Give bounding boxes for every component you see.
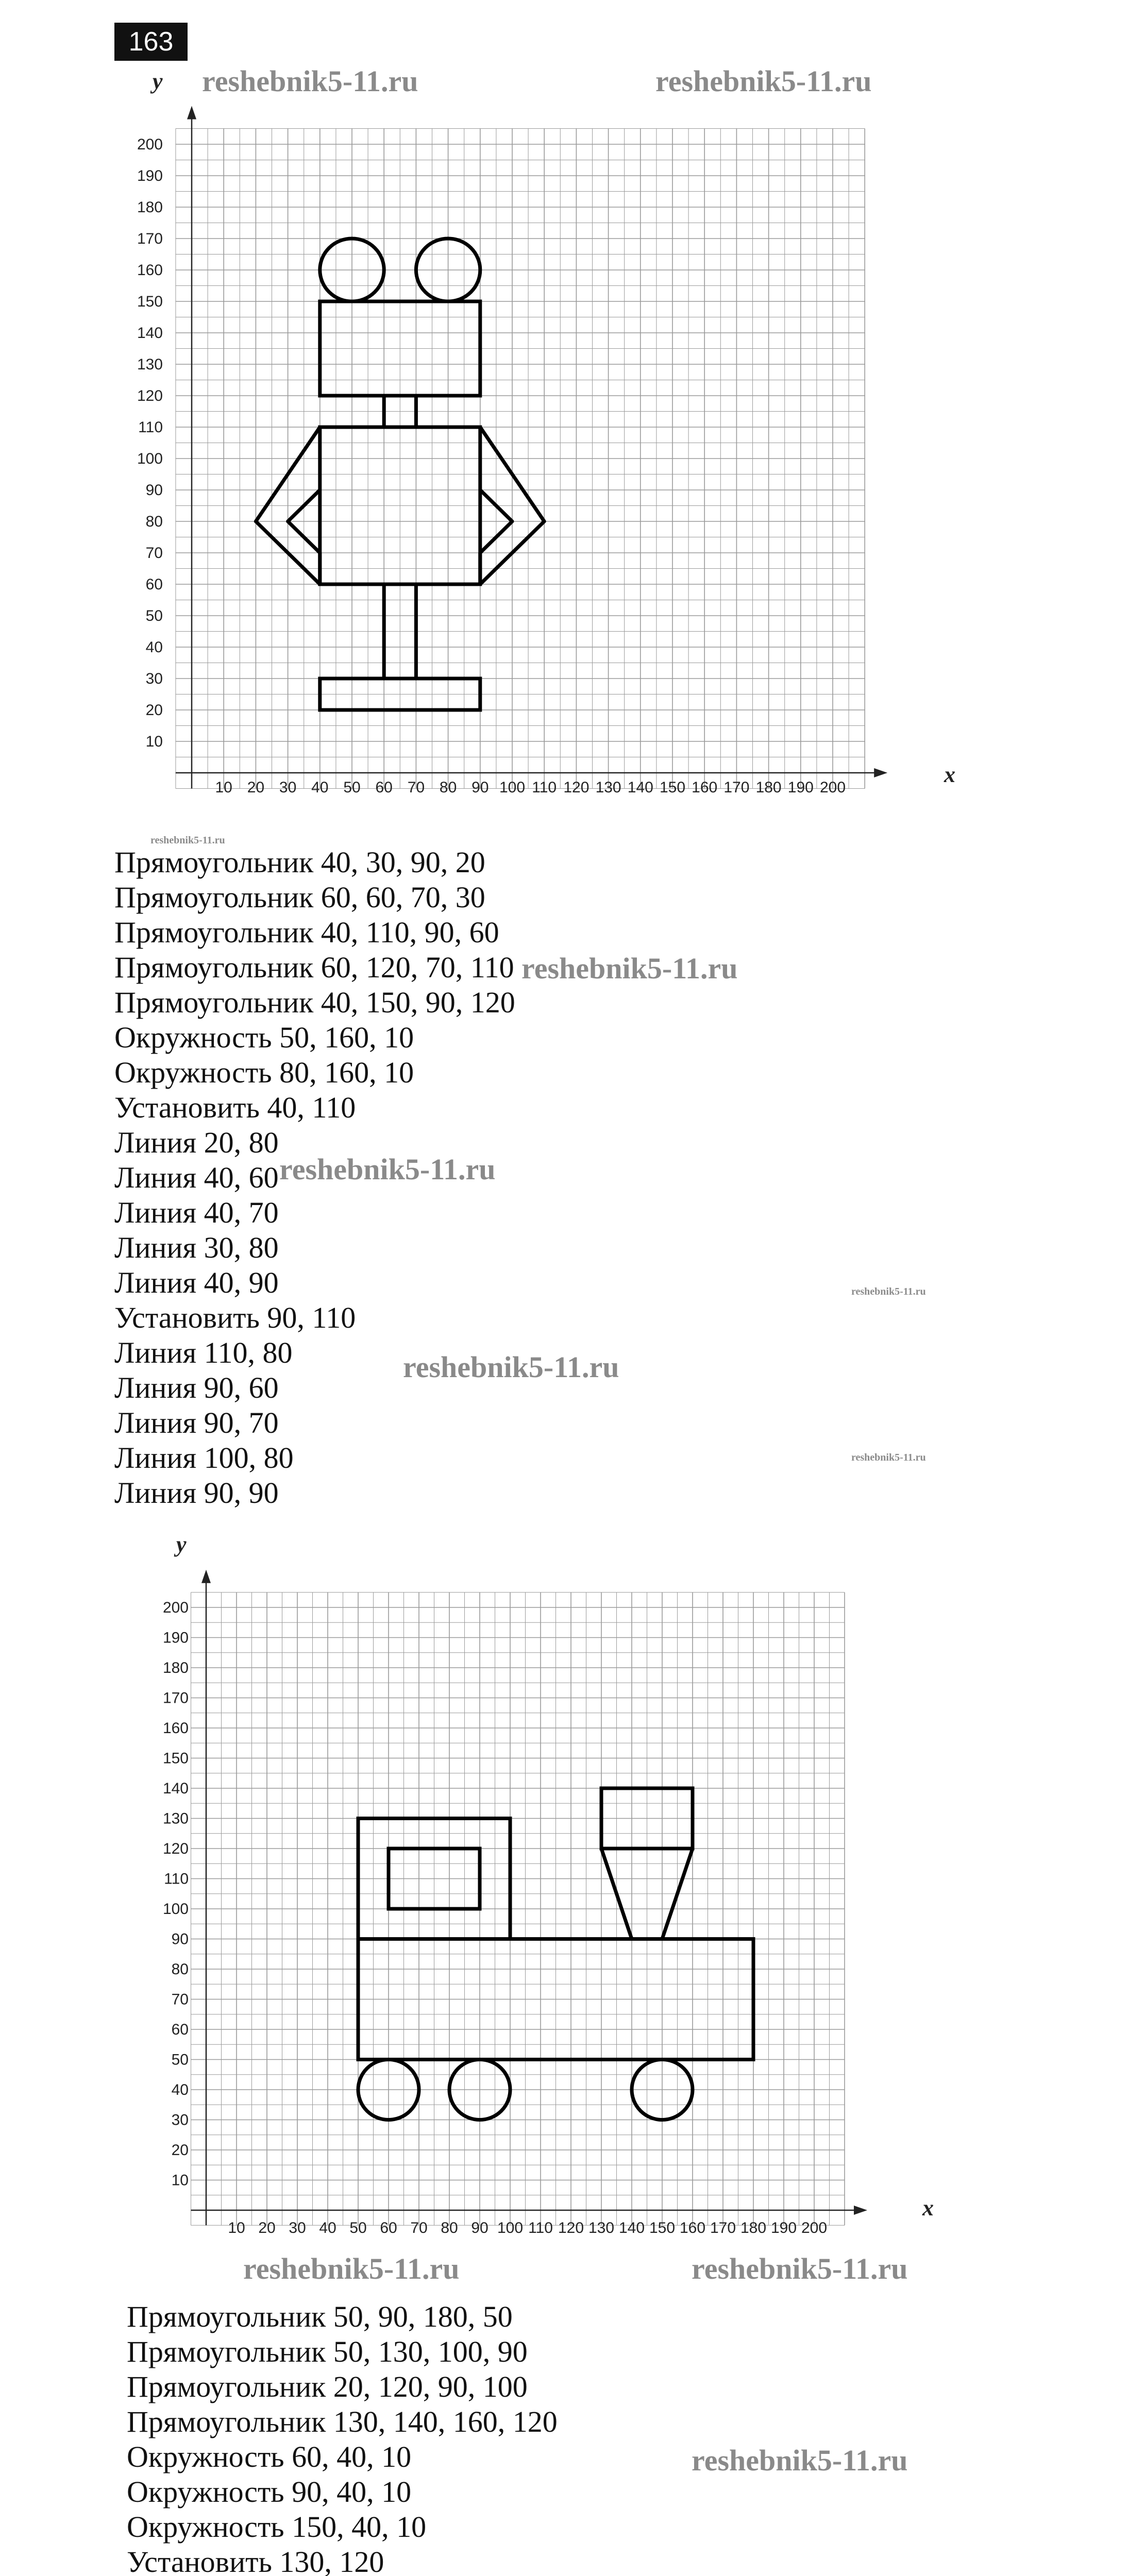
x-tick-label: 10 xyxy=(228,2219,245,2236)
x-tick-label: 50 xyxy=(349,2219,367,2236)
x-axis-arrow xyxy=(874,768,887,777)
command-line: Линия 20, 80 xyxy=(114,1126,279,1159)
train-commands-list xyxy=(127,2299,558,2576)
x-tick-label: 70 xyxy=(407,779,425,796)
command-line: Установить 130, 120 xyxy=(127,2545,384,2576)
x-tick-label: 60 xyxy=(375,779,393,796)
command-line: Линия 100, 80 xyxy=(114,1441,294,1475)
robot-coordinate-plot xyxy=(0,57,1145,809)
x-tick-label: 100 xyxy=(499,779,526,796)
y-tick-label: 140 xyxy=(162,1780,189,1797)
y-tick-label: 190 xyxy=(162,1629,189,1647)
y-axis-arrow xyxy=(187,106,196,120)
watermark: reshebnik5-11.ru xyxy=(521,952,738,985)
command-line: Линия 40, 70 xyxy=(114,1196,279,1229)
y-tick-label: 10 xyxy=(145,733,163,750)
x-tick-label: 180 xyxy=(755,779,782,796)
watermark: reshebnik5-11.ru xyxy=(279,1153,496,1186)
command-line: Прямоугольник 60, 120, 70, 110 xyxy=(114,951,514,984)
y-tick-label: 150 xyxy=(162,1750,189,1767)
x-tick-label: 190 xyxy=(787,779,814,796)
x-tick-label: 100 xyxy=(497,2219,524,2236)
watermark: reshebnik5-11.ru xyxy=(202,64,418,98)
command-line: Установить 90, 110 xyxy=(114,1301,356,1334)
x-tick-label: 200 xyxy=(801,2219,828,2236)
command-line: Прямоугольник 60, 60, 70, 30 xyxy=(114,880,485,914)
x-tick-label: 120 xyxy=(558,2219,584,2236)
x-tick-label: 90 xyxy=(472,779,489,796)
y-tick-label: 90 xyxy=(145,482,163,499)
y-tick-label: 170 xyxy=(162,1689,189,1707)
command-line: Прямоугольник 50, 130, 100, 90 xyxy=(127,2335,528,2368)
command-line: Прямоугольник 40, 150, 90, 120 xyxy=(114,986,515,1019)
x-tick-label: 190 xyxy=(770,2219,797,2236)
x-tick-label: 80 xyxy=(439,779,457,796)
y-tick-label: 60 xyxy=(171,2021,189,2038)
y-tick-label: 130 xyxy=(137,356,163,373)
command-line: Прямоугольник 40, 110, 90, 60 xyxy=(114,916,499,949)
x-tick-label: 110 xyxy=(532,779,557,796)
y-tick-label: 170 xyxy=(137,230,163,247)
x-tick-label: 10 xyxy=(215,779,232,796)
watermark: reshebnik5-11.ru xyxy=(692,2444,908,2477)
x-tick-label: 160 xyxy=(679,2219,706,2236)
watermark: reshebnik5-11.ru xyxy=(692,2252,908,2285)
x-tick-label: 20 xyxy=(258,2219,276,2236)
watermark: reshebnik5-11.ru xyxy=(655,64,872,98)
x-tick-label: 130 xyxy=(595,779,621,796)
x-axis-label: x xyxy=(922,2195,934,2221)
y-tick-label: 50 xyxy=(171,2051,189,2069)
x-tick-label: 200 xyxy=(819,779,846,796)
x-tick-label: 40 xyxy=(311,779,329,796)
y-tick-label: 110 xyxy=(138,419,163,436)
y-tick-label: 180 xyxy=(162,1659,189,1676)
y-tick-label: 70 xyxy=(145,545,163,562)
x-tick-label: 150 xyxy=(659,779,686,796)
command-line: Линия 90, 60 xyxy=(114,1371,279,1404)
y-tick-label: 200 xyxy=(137,136,163,153)
y-tick-label: 120 xyxy=(162,1840,189,1857)
y-tick-label: 110 xyxy=(164,1870,189,1888)
x-axis-arrow xyxy=(854,2206,867,2215)
x-tick-label: 170 xyxy=(710,2219,736,2236)
command-line: Линия 90, 70 xyxy=(114,1406,279,1439)
command-line: Линия 110, 80 xyxy=(114,1336,293,1369)
y-tick-label: 40 xyxy=(145,639,163,656)
y-tick-label: 40 xyxy=(171,2081,189,2098)
x-tick-label: 130 xyxy=(588,2219,615,2236)
watermark: reshebnik5-11.ru xyxy=(851,1286,926,1297)
x-tick-label: 30 xyxy=(279,779,297,796)
x-tick-label: 50 xyxy=(343,779,361,796)
task-number: 163 xyxy=(114,23,188,61)
command-line: Линия 40, 60 xyxy=(114,1161,279,1194)
command-line: Прямоугольник 20, 120, 90, 100 xyxy=(127,2370,528,2403)
y-tick-label: 20 xyxy=(171,2142,189,2159)
y-tick-label: 140 xyxy=(137,325,163,342)
command-line: Прямоугольник 50, 90, 180, 50 xyxy=(127,2300,513,2333)
x-tick-label: 140 xyxy=(618,2219,645,2236)
x-axis-label: x xyxy=(944,762,955,787)
y-tick-label: 80 xyxy=(171,1961,189,1978)
x-tick-label: 40 xyxy=(319,2219,336,2236)
command-line: Окружность 150, 40, 10 xyxy=(127,2510,427,2544)
x-tick-label: 80 xyxy=(441,2219,458,2236)
x-tick-label: 70 xyxy=(410,2219,428,2236)
command-line: Установить 40, 110 xyxy=(114,1091,356,1124)
command-line: Прямоугольник 130, 140, 160, 120 xyxy=(127,2405,558,2438)
y-tick-label: 180 xyxy=(137,199,163,216)
y-axis-label: y xyxy=(176,1532,187,1557)
command-line: Прямоугольник 40, 30, 90, 20 xyxy=(114,845,485,879)
y-tick-label: 190 xyxy=(137,167,163,184)
y-axis-label: y xyxy=(153,69,163,94)
y-tick-label: 80 xyxy=(145,513,163,530)
x-tick-label: 90 xyxy=(471,2219,489,2236)
command-line: Окружность 80, 160, 10 xyxy=(114,1056,414,1089)
x-tick-label: 20 xyxy=(247,779,265,796)
y-tick-label: 150 xyxy=(137,293,163,310)
x-tick-label: 60 xyxy=(380,2219,397,2236)
y-tick-label: 160 xyxy=(137,262,163,279)
command-line: Линия 30, 80 xyxy=(114,1231,279,1264)
y-tick-label: 30 xyxy=(145,670,163,687)
x-tick-label: 120 xyxy=(563,779,590,796)
y-tick-label: 70 xyxy=(171,1991,189,2008)
command-line: Окружность 60, 40, 10 xyxy=(127,2440,412,2473)
y-tick-label: 200 xyxy=(162,1599,189,1616)
y-tick-label: 10 xyxy=(171,2172,189,2189)
y-axis-arrow xyxy=(201,1570,211,1583)
y-tick-label: 50 xyxy=(145,607,163,624)
y-tick-label: 160 xyxy=(162,1720,189,1737)
x-tick-label: 180 xyxy=(740,2219,767,2236)
y-tick-label: 120 xyxy=(137,387,163,404)
x-tick-label: 30 xyxy=(289,2219,306,2236)
y-tick-label: 20 xyxy=(145,702,163,719)
x-tick-label: 110 xyxy=(528,2219,553,2236)
watermark: reshebnik5-11.ru xyxy=(851,1452,926,1463)
command-line: Окружность 50, 160, 10 xyxy=(114,1021,414,1054)
y-tick-label: 60 xyxy=(145,576,163,593)
watermark: reshebnik5-11.ru xyxy=(150,835,225,846)
x-tick-label: 150 xyxy=(649,2219,676,2236)
y-tick-label: 100 xyxy=(137,450,163,467)
y-tick-label: 130 xyxy=(162,1810,189,1827)
y-tick-label: 90 xyxy=(171,1930,189,1948)
x-tick-label: 160 xyxy=(692,779,718,796)
command-line: Окружность 90, 40, 10 xyxy=(127,2475,412,2509)
command-line: Линия 90, 90 xyxy=(114,1476,279,1510)
x-tick-label: 170 xyxy=(723,779,750,796)
watermark: reshebnik5-11.ru xyxy=(403,1350,619,1384)
y-tick-label: 100 xyxy=(162,1901,189,1918)
watermark: reshebnik5-11.ru xyxy=(243,2252,460,2285)
x-tick-label: 140 xyxy=(627,779,653,796)
command-line: Линия 40, 90 xyxy=(114,1266,279,1299)
train-coordinate-plot xyxy=(0,1520,1145,2272)
y-tick-label: 30 xyxy=(171,2111,189,2129)
